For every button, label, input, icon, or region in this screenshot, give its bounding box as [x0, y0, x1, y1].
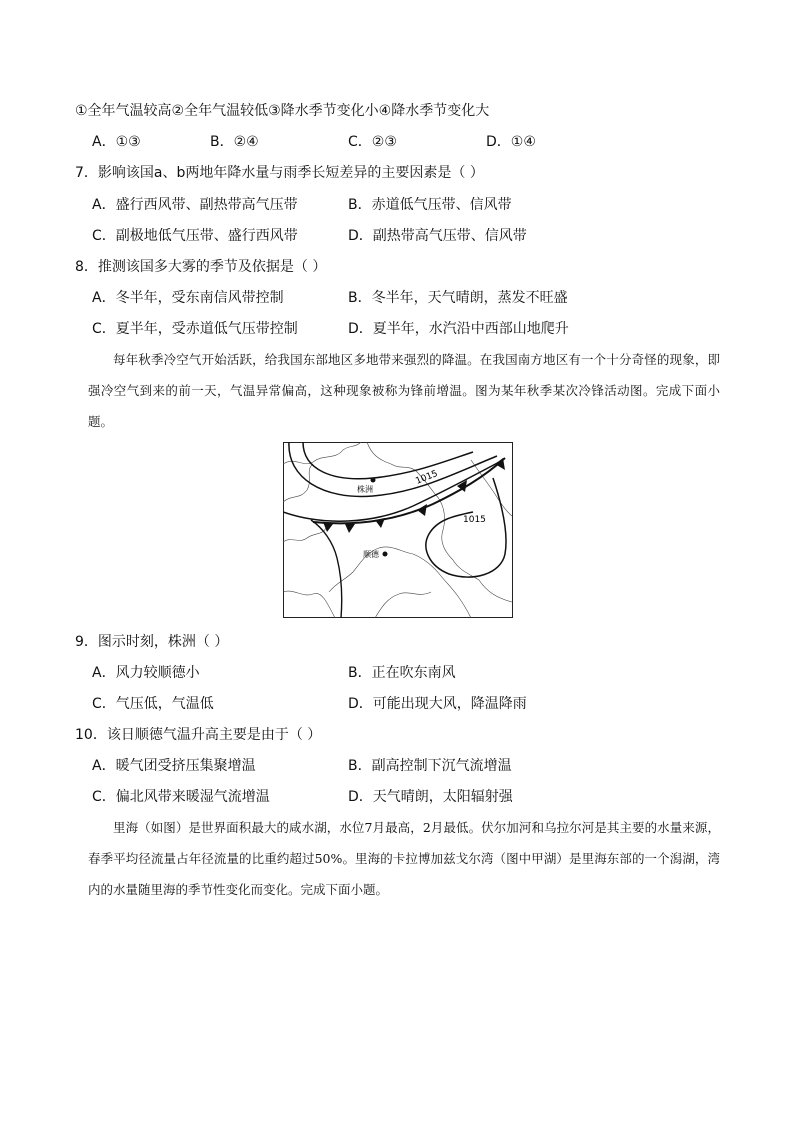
city-zhuzhou-label: 株洲: [357, 485, 373, 494]
q7-option-b[interactable]: B．赤道低气压带、信风带: [348, 197, 512, 213]
q10-option-d[interactable]: D．天气晴朗，太阳辐射强: [348, 789, 513, 805]
city-zhuzhou-dot: [371, 478, 376, 483]
q8-option-b[interactable]: B．冬半年，天气晴朗，蒸发不旺盛: [348, 290, 568, 306]
option-c[interactable]: C．②③: [348, 134, 397, 150]
q9-option-b[interactable]: B．正在吹东南风: [348, 665, 456, 681]
q9-option-c[interactable]: C．气压低，气温低: [92, 696, 214, 712]
statements-line: ①全年气温较高②全年气温较低③降水季节变化小④降水季节变化大: [75, 103, 490, 119]
cold-front-map: [283, 442, 513, 618]
q10-option-b[interactable]: B．副高控制下沉气流增温: [348, 758, 512, 774]
q8-option-a[interactable]: A．冬半年，受东南信风带控制: [92, 290, 284, 306]
q8-option-c[interactable]: C．夏半年，受赤道低气压带控制: [92, 321, 298, 337]
q9-option-d[interactable]: D．可能出现大风，降温降雨: [348, 696, 527, 712]
q7-option-d[interactable]: D．副热带高气压带、信风带: [348, 228, 527, 244]
question-10-stem: 10．该日顺德气温升高主要是由于（ ）: [75, 727, 322, 743]
option-d[interactable]: D．①④: [486, 134, 536, 150]
question-7-stem: 7．影响该国a、b两地年降水量与雨季长短差异的主要因素是（ ）: [75, 165, 484, 181]
option-b[interactable]: B．②④: [210, 134, 259, 150]
q7-option-c[interactable]: C．副极地低气压带、盛行西风带: [92, 228, 298, 244]
isobar-label-1015-b: 1015: [463, 515, 486, 525]
passage-cold-front: 每年秋季冷空气开始活跃，给我国东部地区多地带来强烈的降温。在我国南方地区有一个十分奇怪的现象，即强冷空气到来的前一天，气温异常偏高，这种现象被称为锋前增温。图为某年秋季某次冷锋活动图。完成下面小题。: [88, 352, 720, 429]
q7-option-a[interactable]: A．盛行西风带、副热带高气压带: [92, 197, 298, 213]
isobar-label-1015-a: 1015: [414, 468, 440, 487]
q8-option-d[interactable]: D．夏半年，水汽沿中西部山地爬升: [348, 321, 569, 337]
city-shunde-dot: [383, 552, 388, 557]
passage-caspian-sea: 里海（如图）是世界面积最大的咸水湖，水位7月最高，2月最低。伏尔加河和乌拉尔河是其主要的水量来源，春季平均径流量占年径流量的比重约超过50%。里海的卡拉博加兹戈尔湾（图中甲湖）是里海东部的一个潟湖，湾内的水量随里海的季节性变化而变化。完成下面小题。: [88, 820, 720, 897]
question-8-stem: 8．推测该国多大雾的季节及依据是（ ）: [75, 259, 327, 275]
question-9-stem: 9．图示时刻，株洲（ ）: [75, 634, 229, 650]
q10-option-a[interactable]: A．暖气团受挤压集聚增温: [92, 758, 256, 774]
option-a[interactable]: A．①③: [92, 134, 141, 150]
q9-option-a[interactable]: A．风力较顺德小: [92, 665, 200, 681]
city-shunde-label: 顺德: [363, 550, 379, 559]
q10-option-c[interactable]: C．偏北风带来暖湿气流增温: [92, 789, 270, 805]
